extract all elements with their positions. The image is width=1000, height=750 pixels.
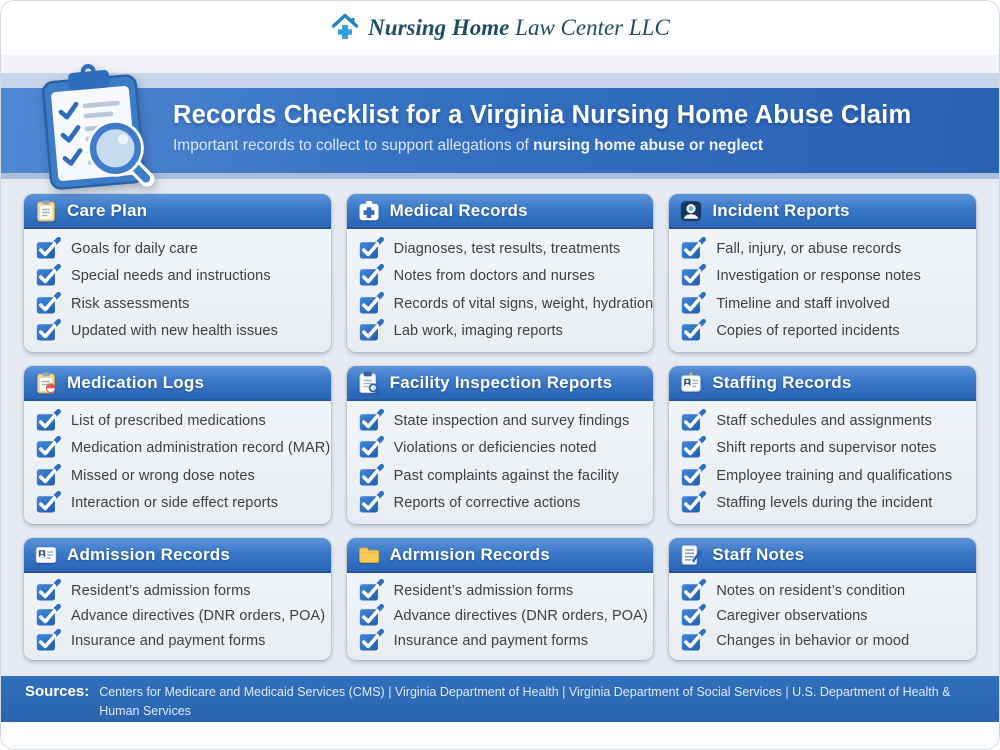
checkbox-icon xyxy=(35,579,61,603)
checklist-item-label: Updated with new health issues xyxy=(71,322,278,339)
checklist-item xyxy=(35,237,323,261)
card-title: Admission Records xyxy=(67,544,231,564)
checklist-item xyxy=(358,436,646,460)
checkbox-icon xyxy=(358,319,384,343)
checkbox-icon xyxy=(358,264,384,288)
checkbox-icon xyxy=(35,264,61,288)
card-header xyxy=(669,366,976,401)
checkbox-icon xyxy=(35,292,61,316)
checklist-item xyxy=(358,604,646,628)
card-incident-reports xyxy=(669,194,976,352)
checklist-item-label: Missed or wrong dose notes xyxy=(71,467,255,484)
checkbox-icon xyxy=(35,604,61,628)
checkbox-icon xyxy=(358,491,384,515)
checklist-item-label: Lab work, imaging reports xyxy=(393,322,563,339)
checklist xyxy=(24,573,331,660)
checkbox-icon xyxy=(680,491,706,515)
checklist-item-label: Special needs and instructions xyxy=(71,268,271,285)
checklist xyxy=(24,401,331,524)
checklist-item xyxy=(680,604,968,628)
checkbox-icon xyxy=(35,436,61,460)
card-title: Staff Notes xyxy=(712,544,805,564)
checklist-item xyxy=(358,264,646,288)
card-admission-records-folder xyxy=(347,538,654,660)
card-title: Medical Records xyxy=(389,200,528,220)
checklist-item xyxy=(680,292,968,316)
checkbox-icon xyxy=(35,409,61,433)
card-header xyxy=(669,538,976,573)
checkbox-icon xyxy=(680,604,706,628)
card-facility-inspection-reports xyxy=(347,366,654,524)
checklist-item-label: Staffing levels during the incident xyxy=(716,494,933,511)
checklist-item xyxy=(358,491,646,515)
checklist-item-label: Insurance and payment forms xyxy=(71,633,266,650)
card-header xyxy=(347,366,654,401)
checklist-item-label: Reports of corrective actions xyxy=(393,494,581,511)
card-header xyxy=(347,194,654,229)
checklist xyxy=(669,573,976,660)
checklist-item-label: State inspection and survey findings xyxy=(393,412,630,429)
checkbox-icon xyxy=(680,264,706,288)
checklist-item-label: Resident’s admission forms xyxy=(393,582,574,599)
medical-kit-icon xyxy=(357,199,381,223)
sources-text: Centers for Medicare and Medicaid Services (CMS) | Virginia Department of Health | Virginia Department of Social Services | U.S. Department of Health & Human Services xyxy=(99,685,951,719)
checklist-item-label: Copies of reported incidents xyxy=(716,322,900,339)
checkbox-icon xyxy=(358,436,384,460)
checklist-item xyxy=(358,237,646,261)
checklist xyxy=(347,229,654,352)
checkbox-icon xyxy=(680,629,706,653)
checklist-item xyxy=(358,292,654,316)
checkbox-icon xyxy=(35,464,61,488)
checklist-item-label: Shift reports and supervisor notes xyxy=(716,440,937,457)
checkbox-icon xyxy=(358,604,384,628)
card-title: Staffing Records xyxy=(712,372,852,392)
card-title: Care Plan xyxy=(67,200,148,220)
checklist-item xyxy=(35,264,323,288)
checklist-item-label: Employee training and qualifications xyxy=(716,467,953,484)
checklist-item xyxy=(35,491,323,515)
card-staffing-records xyxy=(669,366,976,524)
checkbox-icon xyxy=(358,629,384,653)
card-title: Medication Logs xyxy=(67,372,205,392)
card-title: Facility Inspection Reports xyxy=(389,372,613,392)
sources-bar xyxy=(1,676,999,722)
card-medication-logs xyxy=(24,366,331,524)
logo-text xyxy=(368,15,670,41)
checkbox-icon xyxy=(680,237,706,261)
checkbox-icon xyxy=(680,579,706,603)
checkbox-icon xyxy=(35,491,61,515)
checklist-item-label: Advance directives (DNR orders, POA) xyxy=(71,607,326,624)
checklist-item xyxy=(680,491,968,515)
card-title: Adrmısion Records xyxy=(389,544,550,564)
logo xyxy=(1,1,999,55)
checklist xyxy=(669,401,976,524)
folder-icon xyxy=(357,543,381,567)
checklist-item-label: Advance directives (DNR orders, POA) xyxy=(393,607,648,624)
card-admission-records xyxy=(24,538,331,660)
id-badge-icon xyxy=(679,371,703,395)
card-care-plan xyxy=(24,194,331,352)
checklist xyxy=(669,229,976,352)
checklist-item xyxy=(358,319,646,343)
checklist-item xyxy=(35,319,323,343)
checklist-item-label: Goals for daily care xyxy=(71,240,198,257)
checklist-item xyxy=(680,319,968,343)
card-header xyxy=(24,194,331,229)
checklist-item xyxy=(35,409,323,433)
page-subtitle xyxy=(173,137,979,155)
checklist xyxy=(347,573,654,660)
logo-text-rest: Law Center LLC xyxy=(509,15,670,41)
card-medical-records xyxy=(347,194,654,352)
checklist-item-label: Interaction or side effect reports xyxy=(71,494,279,511)
checklist-item-label: Resident’s admission forms xyxy=(71,582,251,599)
bottom-margin xyxy=(1,722,999,749)
medication-clipboard-icon xyxy=(34,371,58,395)
checkbox-icon xyxy=(358,292,384,316)
checklist-item-label: Changes in behavior or mood xyxy=(716,633,910,650)
checklist-item-label: Risk assessments xyxy=(71,295,190,312)
checklist-item xyxy=(358,409,646,433)
checklist-item-label: List of prescribed medications xyxy=(71,412,266,429)
checklist-item-label: Investigation or response notes xyxy=(716,268,921,285)
checkbox-icon xyxy=(358,464,384,488)
checklist-item-label: Timeline and staff involved xyxy=(716,295,890,312)
notes-pen-icon xyxy=(679,543,703,567)
checkbox-icon xyxy=(680,464,706,488)
checklist-item xyxy=(680,436,968,460)
checklist-item xyxy=(680,579,968,603)
subtitle-bold: nursing home abuse or neglect xyxy=(533,136,764,154)
checklist-item-label: Violations or deficiencies noted xyxy=(393,440,597,457)
checklist-item-label: Notes from doctors and nurses xyxy=(393,268,595,285)
sources-label: Sources: xyxy=(25,683,90,701)
card-header xyxy=(24,538,331,573)
id-card-icon xyxy=(34,543,58,567)
checkbox-icon xyxy=(35,629,61,653)
checklist-item xyxy=(680,409,968,433)
checklist-item xyxy=(358,464,646,488)
checklist-item xyxy=(35,292,323,316)
page-title: Records Checklist for a Virginia Nursing Home Abuse Claim xyxy=(173,100,912,129)
checklist-item-label: Staff schedules and assignments xyxy=(716,412,932,429)
checklist-grid xyxy=(1,179,999,676)
card-header xyxy=(669,194,976,229)
checkbox-icon xyxy=(358,409,384,433)
checklist-item xyxy=(35,629,323,653)
checkbox-icon xyxy=(358,237,384,261)
incident-camera-icon xyxy=(679,199,703,223)
inspection-clipboard-icon xyxy=(357,371,381,395)
checklist-item xyxy=(358,579,646,603)
checkbox-icon xyxy=(35,319,61,343)
checklist-item xyxy=(680,264,968,288)
checklist xyxy=(347,401,654,524)
logo-text-bold: Nursing Home xyxy=(368,15,510,41)
checklist-item-label: Diagnoses, test results, treatments xyxy=(393,240,621,257)
checklist-item-label: Notes on resident’s condition xyxy=(716,582,906,599)
checklist-item xyxy=(35,579,323,603)
checkbox-icon xyxy=(680,319,706,343)
checklist-item xyxy=(35,604,326,628)
clipboard-magnifier-illustration xyxy=(31,61,155,193)
checklist-item-label: Medication administration record (MAR) xyxy=(71,440,331,457)
checklist-item xyxy=(35,436,331,460)
clipboard-icon xyxy=(34,199,58,223)
checklist-item xyxy=(35,464,323,488)
checklist-item-label: Insurance and payment forms xyxy=(393,633,589,650)
checklist-item xyxy=(680,464,968,488)
card-header xyxy=(347,538,654,573)
checklist-item-label: Past complaints against the facility xyxy=(393,467,619,484)
checkbox-icon xyxy=(35,237,61,261)
checklist-item xyxy=(680,629,968,653)
checkbox-icon xyxy=(680,436,706,460)
card-title: Incident Reports xyxy=(712,200,850,220)
checklist xyxy=(24,229,331,352)
card-staff-notes xyxy=(669,538,976,660)
checkbox-icon xyxy=(680,409,706,433)
subtitle-prefix: Important records to collect to support allegations of xyxy=(173,136,534,154)
checklist-item-label: Records of vital signs, weight, hydration xyxy=(393,295,654,312)
checklist-item xyxy=(680,237,968,261)
house-cross-logo-icon xyxy=(330,12,360,44)
checkbox-icon xyxy=(358,579,384,603)
checkbox-icon xyxy=(680,292,706,316)
checklist-item xyxy=(358,629,646,653)
checklist-item-label: Fall, injury, or abuse records xyxy=(716,240,902,257)
card-header xyxy=(24,366,331,401)
checklist-item-label: Caregiver observations xyxy=(716,607,868,624)
